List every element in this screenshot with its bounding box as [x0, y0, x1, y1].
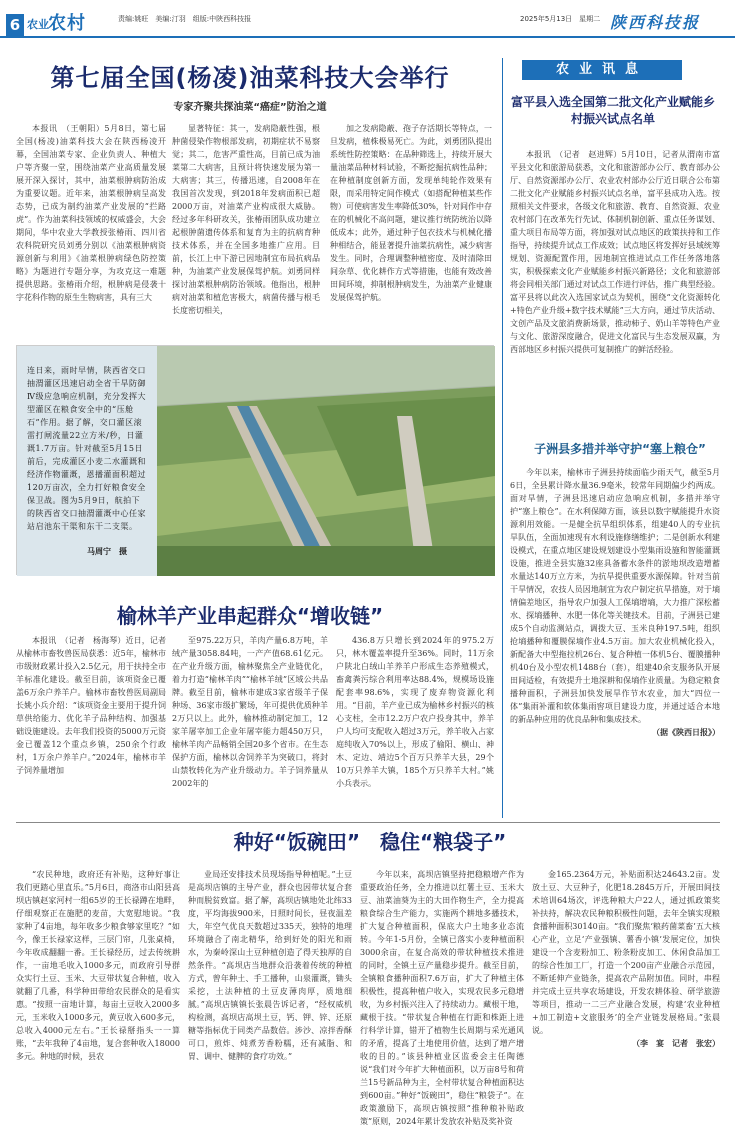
page-number: 6	[6, 14, 24, 36]
main-article-col1: 本报讯 （王朝阳）5月8日，第七届全国(杨凌)油菜科技大会在陕西杨凌开幕，全国油菜专家、企业负责人、种植大户等齐聚一堂，围绕油菜产业高质量发展展开深入探讨，其中，油菜根肿病防治成为重要议题。近年来，油菜根肿病呈高发态势，已成为制约油菜产业发展的“拦路虎”。作为油菜科技领域的权威盛会，大会期间，华中农业大学教授张椿雨、四川省农科院研究员刘勇分别以《油菜根肿病资源创新与利用》《油菜根肿病绿色防控策略》为题进行专题分享，为攻克这一难题提供思路。张椿雨介绍，根肿病是侵袭十字花科作物的原生生物病害，具有三大	[16, 124, 166, 302]
bowl-article-col2: 业局还安排技术员现场指导种植呢。”土豆是高坝店镇的主导产业，群众也因带状复合套种而脱贫致富。据了解，高坝店镇地处北纬33度，平均海拔900米，日照时间长，昼夜温差大，年空气优良天数超过335天，独特的地理环境融合了南北精华，给到好处的阳光和雨水，为秦岭深山土豆种植创造了得天独厚的自然条件。“高坝店当地群众沿袭着传统的种植方式，曾年种土、手工播种，山泉灌溉，锄头采挖，土法种植的土豆皮薄肉厚，质地细腻。”高坝店镇镇长张晨告诉记者，“经权威机构检测，高坝店高坝土豆，钙、钾、锌、还原糖等指标优于同类产品数倍。涉沙、凉拌香酥可口，煎炸、炖煮芳香粉糯，还有减脂、和胃、调中、健脾的食疗功效。”	[188, 870, 352, 1061]
main-subheadline: 专家齐聚共探油菜“癌症”防治之道	[173, 102, 327, 113]
section-label-big: 农村	[48, 13, 86, 34]
sheep-article-col1: 本报讯 （记者 杨海琴）近日，记者从榆林市畜牧兽医局获悉：近5年，榆林市市级财政累计投入2.5亿元，用于扶持全市羊标准化建设。截至目前，该项资金已覆盖6万余户养羊户。榆林市畜牧兽医局副局长姚小兵介绍：“该项资金主要用于提升饲草供给能力、优化羊子品种结构、加强基础设施建设。去年我们投资的5000万元资金已覆盖12个重点乡镇，250余个行政村，1万余户养羊户。”2024年，榆林市羊子饲养量增加	[16, 636, 166, 775]
photo-caption: 连日来，雨时早情，陕西省交口抽渭灌区迅速启动全省干旱防御Ⅳ级应急响应机制，充分发挥大型灌区在粮食安全中的“压舱石”作用。据了解，交口灌区滚雷打闸流量22立方米/秒，日灌溉1.7万亩。针对截至5月15日前后，完成灌区小麦二水灌溉和经济作物灌溉，恩播灌面积超过120万亩次，全力打好粮食安全保卫战。图为5月9日，航拍下的陕西省交口抽渭灌溉中心任家站启池东干渠和东干二支渠。	[27, 366, 146, 531]
section-divider	[16, 822, 720, 823]
sidebar-headline-1: 富平县入选全国第二批文化产业赋能乡村振兴试点名单	[510, 95, 715, 126]
news-photo	[16, 345, 494, 575]
main-article-col2: 显著特征：其一，发病隐蔽性强，根肿菌侵染作物根部发病，初期症状不易察觉；其二，危害严重性高，目前已成为油菜第二大病害，且预计将快速发展为第一大病害；其三，传播迅速，自2008年在我国首次发现，到2018年发病面积已超2000万亩，对油菜产业构成很大威胁。经过多年科研攻关，张椿雨团队成功建立起根肿菌遗传体系和复育为主的抗病育种技术体系，并在全国多地推广应用。目前，长江上中下游已因地制宜布局抗病品种，为油菜产业发展保驾护航。刘勇同样探讨油菜根肿病防治领域。他指出，根肿病对油菜和植危害极大，病菌传播与根毛长度密切相关，	[172, 124, 320, 315]
main-article-col3: 加之发病隐蔽、孢子存活期长等特点，一旦发病，植株极易死亡。为此，刘勇团队提出系统性防控策略：在品种筛选上，持续开展大量油菜品种材料试验，不断挖掘抗病性品种；在种植制度创新方面，发现单纯轮作效果有限，而采用特定间作模式（如搭配种植某些作物）可使病害发生率降低30%，针对间作中存在的机械化不高问题，建议推行统防统治以降低成本；此外，通过种子包衣技术与机械化播种相结合，能显著提升油菜抗病性，减少病害发生。同时，合理调整种植密度、及时清除田间杂草、优化耕作方式等措施，也能有效改善田间环境，抑制根肿病发生，为油菜产业健康发展保驾护航。	[330, 124, 492, 302]
bowl-byline: （李 宴 记者 张宏）	[632, 1038, 720, 1048]
sheep-article-col3: 436.8万只增长到2024年的975.2万只，林木覆盖率提升至36%。同时，11万余户陕北白绒山羊养羊户形成生态养殖模式，畜禽粪污综合利用率达88.4%，规模场设施配套率98.6%，实现了废弃物资源化利用。“目前，羊产业已成为榆林乡村振兴的核心支柱，全市12.2万户农户投身其中，养羊户人均可支配收入超过3万元，养羊收入占家庭纯收入70%以上，形成了榆阳、横山、神木、定边、靖边5个百万只养羊大县，29个10万只养羊大镇，185个万只养羊大村。”姚小兵表示。	[336, 636, 494, 788]
bowl-article-col1: “农民种地，政府还有补贴，这种好事让我们更踏心里直乐。”5月6日，商洛市山阳县高坝店镇赵家河村一组65岁的王长禄蹲在地畔，仔细观察正在施肥的麦苗，大宽慰地说。“我家种了4亩地，每年收多少粮食够家里吃？”如今，像王长禄家这样，三层门帘，几张桌椅，今年收成翻翻一番。王长禄经历，过去传统耕作，一亩地毛收入1000多元，而政府引导群众实行土豆、玉米、大豆带状复合种植，收入就翻了几番，科学种田带给农民群众的是看实惠。“按照一亩地计算，每亩土豆收入2000多元，玉米收入1000多元，黄豆收入600多元，总收入4000元左右。”王长禄掰指头一一算账，“去年我种了4亩地，复合套种收入18000多元。种地的时候，县农	[16, 870, 180, 1061]
newspaper-logo: 陕西科技报	[610, 13, 701, 32]
sidebar-byline: （据《陕西日报》）	[652, 727, 720, 737]
photo-credit: 马周宁 摄	[87, 547, 127, 556]
bowl-article-col4: 金165.2364万元，补贴面积达24643.2亩。发放土豆、大豆种子，化肥18.2845万斤，开展田间技术培训64场次，评选种粮大户22人，通过抓政策奖补扶持，解决农民种粮积极性问题，去年全镇实现粮食播种面积30140亩。“我们聚焦‘粮药菌菜畜’五大核心产业，立足‘产业强镇、薯香小镇’发展定位，加快建设一个含麦粉加工、粉条粉皮加工、休闲食品加工的综合性加工厂，打造一个200亩产业融合示范园，不断延伸产业链条，提高农产品附加值。同时，串程并完成土豆共享农场建设，开发农耕体验、研学旅游等项目，推动一二三产业融合发展，构建‘农业种植+加工制造+文旅服务’的全产业链发展格局。”张晨说。 （李 宴 记者 张宏）	[532, 870, 720, 1048]
main-headline: 第七届全国(杨凌)油菜科技大会举行	[50, 64, 450, 92]
sheep-article-col2: 至975.22万只，羊肉产量6.8万吨，羊绒产量3058.84吨，一产产值68.61亿元。在产业升级方面，榆林聚焦全产业链优化，着力打造“榆林羊肉”“榆林羊绒”区域公共品牌。截至目前，榆林市建成3家省级羊子保种场、36家市级扩繁场，年可提供优质种羊2万只以上。此外，榆林推动制定加工，12家羊屠宰加工企业年屠宰能力超450万只，榆林羊肉产品畅销全国20多个省市。在生态保护方面，榆林以舍饲养羊为突破口，将封山禁牧转化为产业升级动力。羊子饲养量从2002年的	[172, 636, 328, 788]
sidebar-title: 农业讯息	[522, 60, 682, 80]
bowl-article-col3: 今年以来，高坝店镇坚持把稳粮增产作为重要政治任务，全力推进以红薯土豆、玉米大豆、油菜油葵为主的大田作物生产，全力提高粮食综合生产能力，实施两个耕地多播技术，扩大复合种植面积，保底大户土地多业态流转。今年1-5月份，全镇已落实小麦种植面积3000余亩，在复合高效的带状种植技术推进的同时，全镇土豆产量稳步提升。截至目前，全镇粮食播种面积7.6万亩，扩大了种植主体积极性，提高种植户收入，实现农民多元稳增收，为乡村振兴注入了持续动力。藏根干地，藏根于技。“带状复合种植在行距和株距上进行科学计算，错开了植物生长周期与采光通风的矛盾，提高了土地使用价值，达到了增产增收的目的。”该县种植业区监委会主任陶德说“我们对今年扩大种植面积，以万亩8号和荷兰15号新品种为主，全村带状复合种植面积达到600亩。”种好“饭碗田”，稳住“粮袋子”。在政策激励下，高坝店镇按照“推种粮补贴政策”原则，2024年累计发放农补贴及奖补资	[360, 870, 524, 1126]
issue-date: 2025年5月13日 星期二	[520, 15, 601, 23]
sheep-headline: 榆林羊产业串起群众“增收链”	[116, 604, 384, 628]
sidebar-article-2: 今年以来，榆林市子洲县持续面临少雨天气，截至5月6日，全县累计降水量36.9毫米，较常年同期偏少约两成。面对旱情，子洲县迅速启动应急响应机制，多措并举守护“塞上粮仓”。在水利保障方面，该县以数字赋能提升水资源利用效能。一是健全抗旱组织体系，组建40人的专业抗旱队伍，全面加速现有水利设施修缮维护；二是创新水利建设模式，在重点地区建设规划建设小型集雨设施和智能灌溉设施，推进全县实施32座具备蓄水条件的淤地坝改造增蓄水量达140万立方米，为抗旱提供重要水源保障。针对当前干旱情况，农技人员因地制宜为农户制定抗旱措施，对于墒情偏差地区，指导农户加强人工保墒增墒，大力推广深松蓄水、探墒播种、水肥一体化等关键技术。目前，子洲县已建成5个自动监测站点，调拨大豆、玉米良种197.5吨，组织抢墒播种和覆膜保墒作业4.5万亩。加大农业机械化投入，新配备大中型拖拉机26台、复合种植一体机5台、覆膜播种机40台及小型农机1488台（套），组建40余支服务队开展田间适检，有效提升土地深耕和保墒作业质量。为稳定粮食播种面积，子洲县加快发展旱作节水农业，加大“四位一体”集雨补灌和软体集雨窖项目建设力度，并通过适合本地的新品种应用的优良品种和集成技术。 （据《陕西日报》）	[510, 468, 720, 737]
sidebar-headline-2: 子洲县多措并举守护“塞上粮仓”	[534, 442, 706, 456]
sidebar-article-1: 本报讯 （记者 赵进辉）5月10日，记者从渭南市富平县文化和旅游局获悉，文化和旅游部办公厅、教育部办公厅、自然资源部办公厅、农业农村部办公厅近日联合公布第二批文化产业赋能乡村振兴试点名单，富平县成功入选。按照相关文件要求，各级文化和旅游、教育、自然资源、农业农村部门在改革先行先试、体制机制创新、重点任务谋划、重大项目布局等方面，将加强对试点地区的政策扶持和工作指导，持续提升试点工作成效；试点地区将发挥好县域统筹规划、资源配置作用，因地制宜推进试点工作任务落地落实，积极探索文化产业赋能乡村振兴新路径；文化和旅游部将会同相关部门通过对试点工作进行评估，推广典型经验。富平县将以此次入选国家试点为契机，围绕“文化资源转化+特色产业升级+数字技术赋能”三大方向，通过节庆活动、文创产品及文旅消费新场景，推动柿子、奶山羊等特色产业与文化、旅游深度融合，促进文化富民与生态发展双赢，为西部地区乡村振兴提供可复制推广的鲜活经验。	[510, 150, 720, 354]
section-label-small: 农业	[27, 18, 49, 31]
bowl-headline: 种好“饭碗田” 稳住“粮袋子”	[233, 830, 507, 854]
editors-line: 责编:姚旺 美编:汀羽 组版:中陕西科技报	[118, 15, 252, 23]
